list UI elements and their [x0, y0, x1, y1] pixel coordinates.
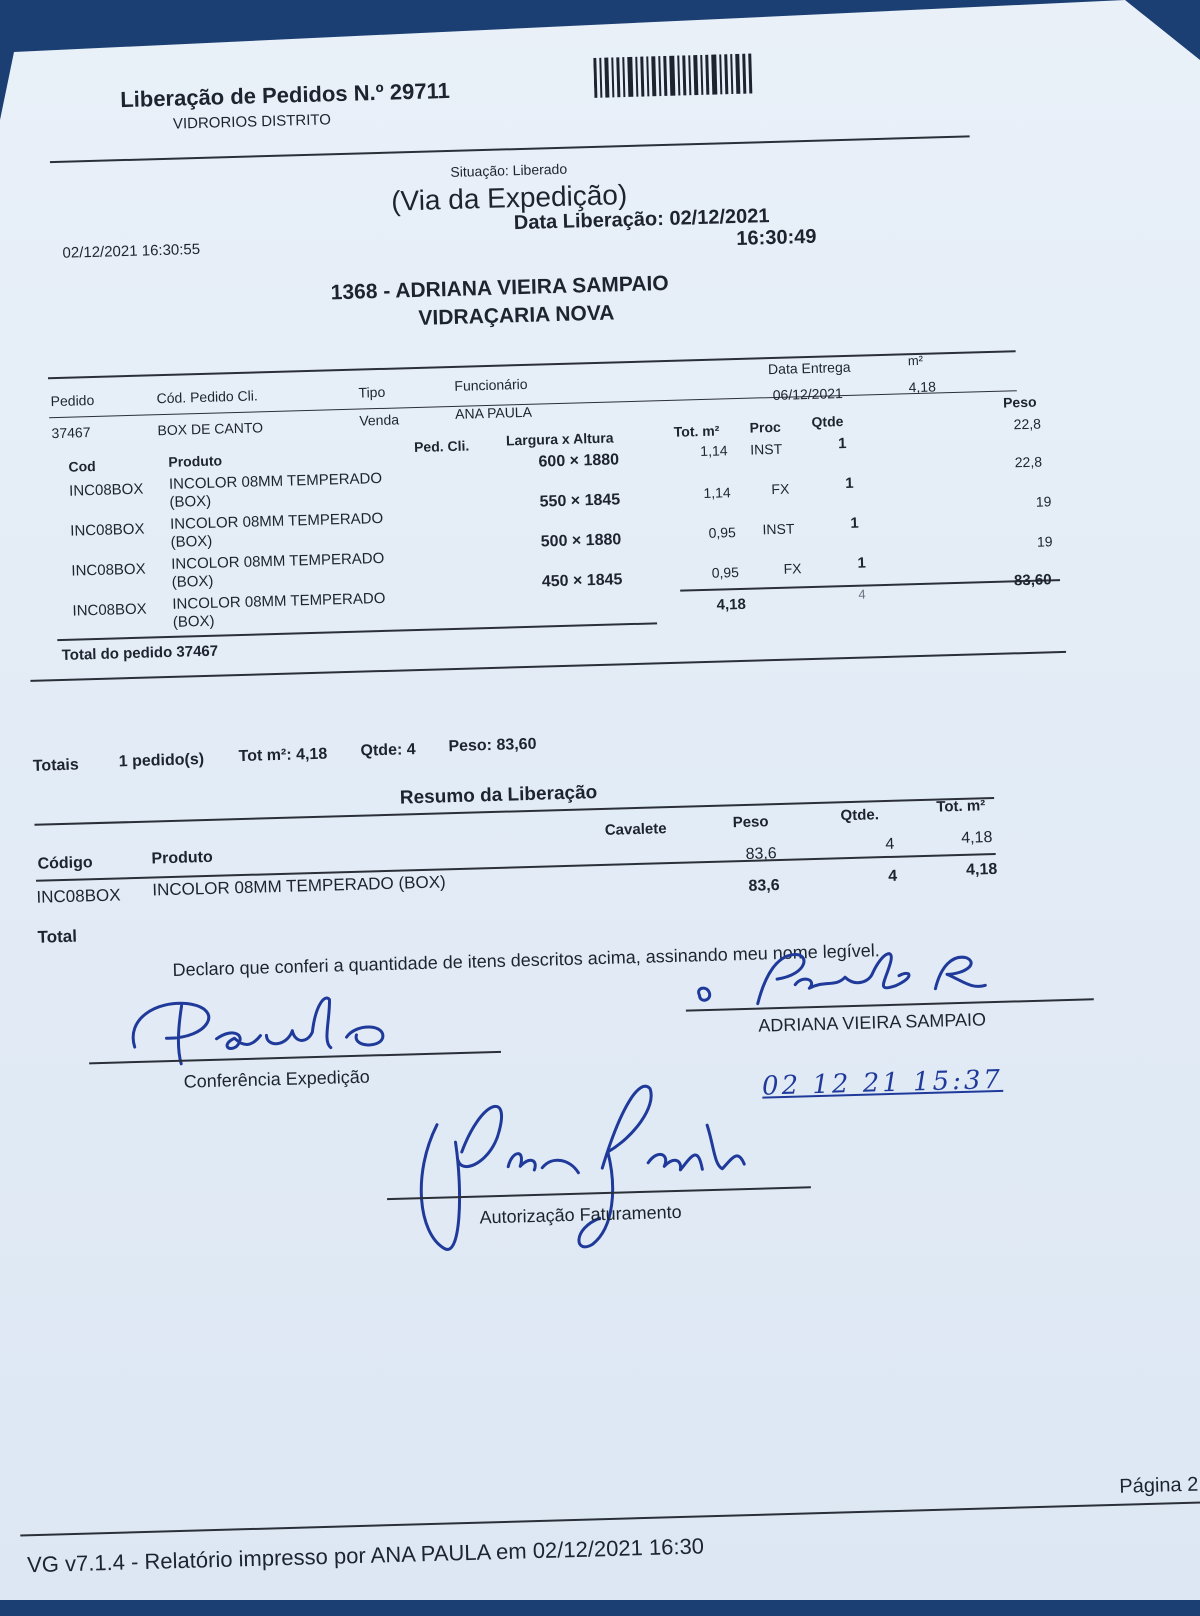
order-number: 37467 — [51, 424, 91, 442]
item-qtde: 1 — [845, 474, 854, 493]
handwritten-date: 02 12 21 15:37 — [761, 1064, 1004, 1102]
item-qtde: 1 — [837, 434, 847, 453]
summary-qtde: 4 — [885, 835, 895, 854]
item-proc: INST — [750, 440, 783, 458]
summary-peso: 83,6 — [745, 845, 777, 863]
release-date: Data Liberação: 02/12/2021 — [513, 205, 770, 235]
item-cod: INC08BOX — [68, 480, 144, 500]
item-qtde: 1 — [857, 554, 867, 572]
item-product-sub: (BOX) — [172, 612, 215, 631]
totals-m2: Tot m²: 4,18 — [238, 745, 328, 766]
item-product-sub: (BOX) — [170, 532, 213, 551]
header-divider — [50, 135, 970, 163]
col-header-funcionario: Funcionário — [454, 375, 528, 394]
signature-label-autorizacao: Autorização Faturamento — [479, 1201, 682, 1228]
release-time: 16:30:49 — [736, 225, 817, 250]
item-dims: 600 × 1880 — [538, 451, 620, 471]
item-tot-m2: 1,14 — [700, 442, 728, 460]
summary-header-produto: Produto — [151, 848, 214, 868]
order-delivery-date: 06/12/2021 — [772, 385, 844, 404]
print-datetime: 02/12/2021 16:30:55 — [62, 240, 201, 262]
item-header-proc: Proc — [749, 418, 781, 436]
item-header-tot-m2: Tot. m² — [673, 422, 720, 440]
totals-peso: Peso: 83,60 — [448, 735, 537, 756]
item-peso: 19 — [1036, 533, 1053, 550]
page-number: Página 2 — [1119, 1473, 1199, 1498]
item-product: INCOLOR 08MM TEMPERADO — [169, 509, 384, 533]
col-header-data-entrega: Data Entrega — [767, 358, 851, 378]
col-header-m2: m² — [907, 352, 924, 369]
order-top-divider — [48, 350, 1016, 379]
item-proc: FX — [771, 480, 790, 498]
summary-title: Resumo da Liberação — [399, 782, 598, 809]
client-title: 1368 - ADRIANA VIEIRA SAMPAIO — [330, 271, 669, 305]
totals-orders: 1 pedido(s) — [118, 751, 205, 771]
item-tot-m2: 0,95 — [708, 524, 737, 541]
order-total-qtde: 4 — [858, 586, 866, 602]
col-header-pedido: Pedido — [50, 391, 95, 410]
col-header-cod-pedido-cli: Cód. Pedido Cli. — [156, 387, 258, 407]
summary-codigo: INC08BOX — [36, 885, 121, 907]
item-peso: 19 — [1035, 493, 1052, 510]
item-header-qtde: Qtde — [811, 413, 844, 430]
item-dims: 550 × 1845 — [539, 491, 621, 511]
summary-produto: INCOLOR 08MM TEMPERADO (BOX) — [152, 872, 446, 900]
item-proc: FX — [783, 560, 802, 577]
summary-header-qtde: Qtde. — [840, 806, 880, 825]
item-product: INCOLOR 08MM TEMPERADO — [171, 549, 385, 573]
summary-header-codigo: Código — [37, 854, 93, 873]
item-header-ped-cli: Ped. Cli. — [413, 437, 470, 456]
item-product: INCOLOR 08MM TEMPERADO — [172, 589, 386, 613]
document-title: Liberação de Pedidos N.º 29711 — [119, 77, 451, 113]
order-client-code: BOX DE CANTO — [157, 419, 264, 439]
item-qtde: 1 — [850, 514, 859, 532]
declaration-text: Declaro que conferi a quantidade de itens descritos acima, assinando meu nome legível. — [172, 940, 881, 980]
item-header-dims: Largura x Altura — [505, 429, 614, 449]
item-product-sub: (BOX) — [171, 572, 214, 591]
order-total-divider — [57, 622, 657, 641]
col-header-tipo: Tipo — [358, 383, 386, 401]
item-header-cod: Cod — [68, 457, 96, 475]
order-type: Venda — [359, 411, 400, 429]
order-total-peso: 83,60 — [1013, 571, 1052, 590]
item-cod: INC08BOX — [72, 600, 147, 620]
item-peso: 22,8 — [1014, 453, 1043, 471]
order-total-rule — [680, 579, 1060, 592]
item-cod: INC08BOX — [71, 560, 146, 580]
item-dims: 450 × 1845 — [541, 571, 623, 591]
item-tot-m2: 0,95 — [711, 564, 740, 581]
summary-header-peso: Peso — [732, 813, 769, 832]
item-product: INCOLOR 08MM TEMPERADO — [168, 469, 383, 493]
copy-type: (Via da Expedição) — [390, 179, 628, 217]
signature-label-cliente: ADRIANA VIEIRA SAMPAIO — [758, 1009, 987, 1036]
barcode-icon — [593, 53, 754, 99]
signature-label-conferencia: Conferência Expedição — [183, 1066, 371, 1092]
footer-divider — [20, 1501, 1200, 1537]
summary-header-cavalete: Cavalete — [604, 820, 667, 839]
status-text: Situação: Liberado — [450, 160, 568, 180]
summary-total-label: Total — [37, 926, 78, 947]
summary-total-tot-m2: 4,18 — [965, 860, 998, 879]
order-total-label: Total do pedido 37467 — [61, 642, 219, 664]
footer-printed-by: VG v7.1.4 - Relatório impresso por ANA PAULA em 02/12/2021 16:30 — [26, 1533, 705, 1578]
summary-total-peso: 83,6 — [748, 877, 780, 895]
client-company: VIDRAÇARIA NOVA — [418, 301, 615, 330]
item-peso: 22,8 — [1013, 415, 1042, 433]
company-name: VIDRORIOS DISTRITO — [172, 111, 332, 133]
order-m2: 4,18 — [908, 378, 937, 396]
order-total-m2: 4,18 — [716, 595, 747, 614]
item-header-produto: Produto — [168, 452, 223, 470]
signature-autorizacao — [400, 1064, 765, 1264]
item-tot-m2: 1,14 — [703, 484, 731, 501]
item-cod: INC08BOX — [70, 520, 145, 540]
summary-total-qtde: 4 — [888, 867, 898, 885]
totals-label: Totais — [32, 756, 79, 775]
item-product-sub: (BOX) — [169, 492, 212, 511]
totals-qtde: Qtde: 4 — [360, 741, 416, 760]
item-proc: INST — [762, 520, 795, 538]
item-header-peso: Peso — [1002, 393, 1037, 411]
item-dims: 500 × 1880 — [540, 531, 622, 551]
summary-tot-m2: 4,18 — [960, 829, 993, 847]
order-employee: ANA PAULA — [454, 403, 533, 422]
summary-header-tot-m2: Tot. m² — [936, 797, 986, 816]
